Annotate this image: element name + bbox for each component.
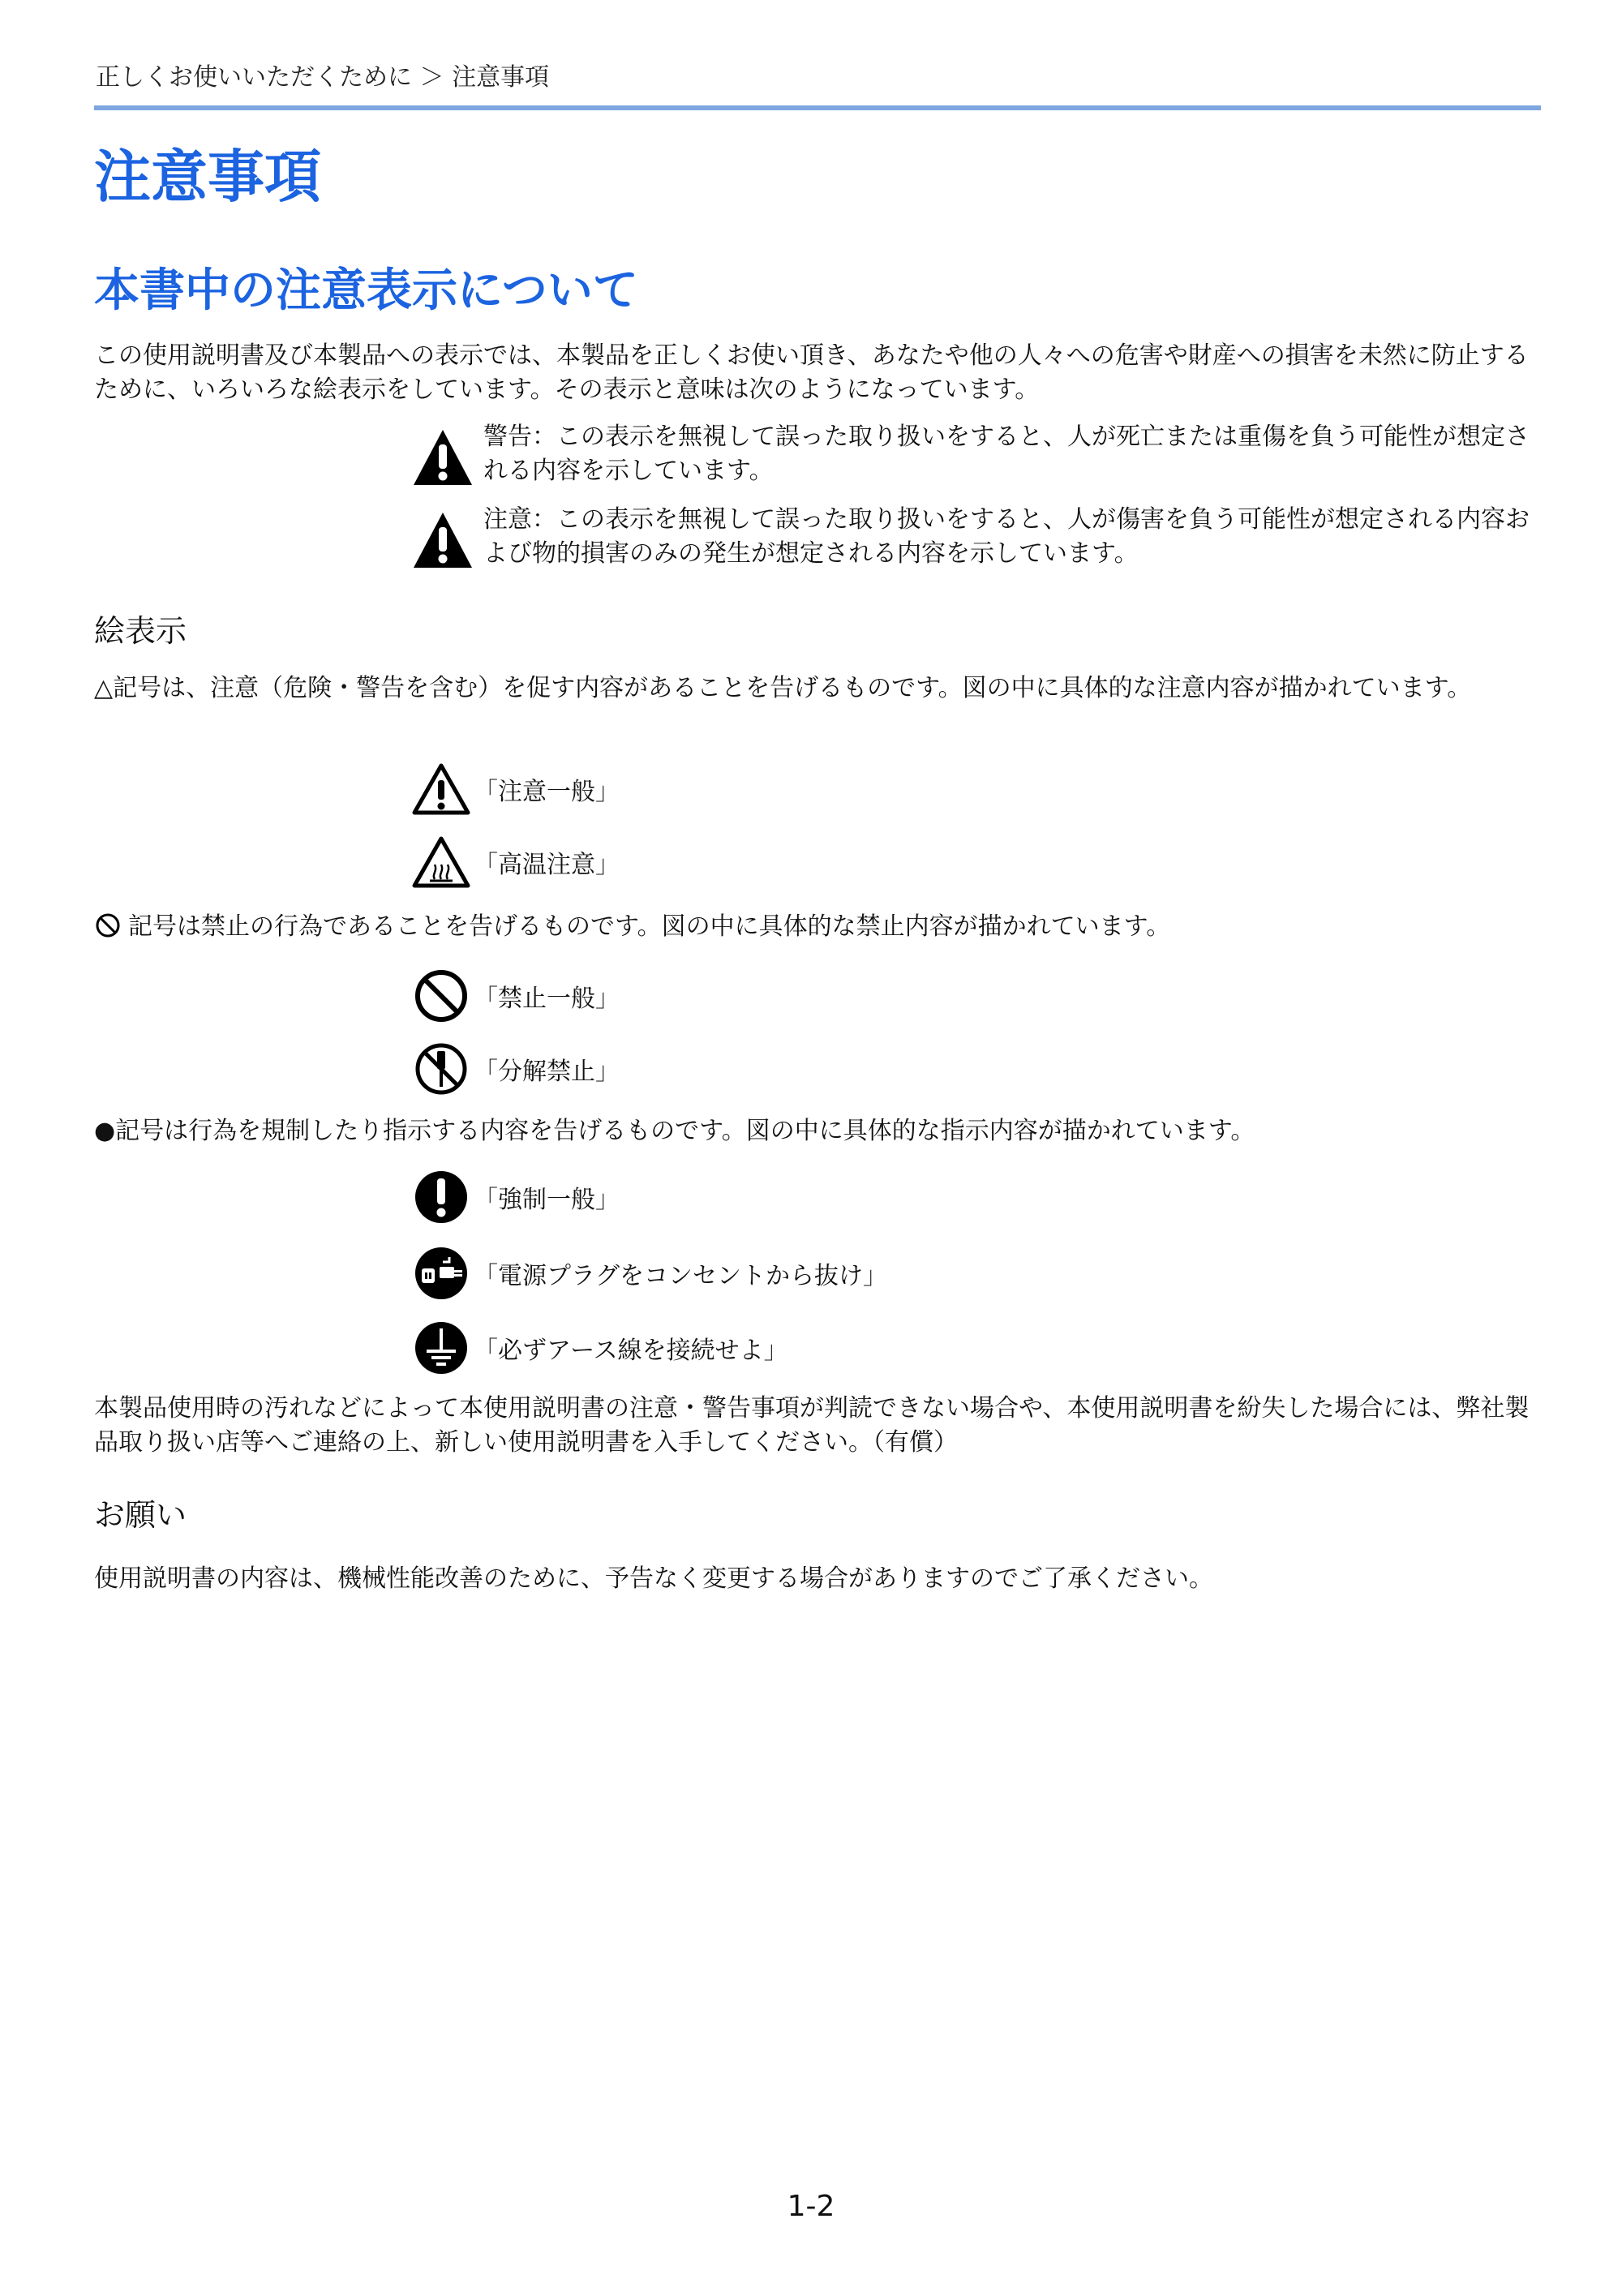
instruction-description: ●記号は行為を規制したり指示する内容を告げるものです。図の中に具体的な指示内容が描かれています。 — [94, 1117, 1255, 1145]
prohibit-general-row — [412, 967, 620, 1025]
prohibit-general-label: 「禁止一般」 — [474, 985, 620, 1013]
unplug-row — [412, 1244, 887, 1302]
no-disassembly-row — [412, 1040, 620, 1098]
page-number: 1-2 — [787, 2190, 835, 2223]
ground-label: 「必ずアース線を接続せよ」 — [474, 1337, 788, 1365]
mandatory-general-icon — [412, 1168, 470, 1226]
section-title: 本書中の注意表示について — [94, 264, 638, 317]
no-disassembly-icon — [412, 1040, 470, 1098]
lost-manual-paragraph: 本製品使用時の汚れなどによって本使用説明書の注意・警告事項が判読できない場合や、本使用説明書を紛失した場合には、弊社製品取り扱い店等へご連絡の上、新しい使用説明書を入手してください。（有償） — [94, 1394, 1530, 1457]
request-heading: お願い — [94, 1497, 187, 1533]
high-temperature-icon — [412, 835, 470, 889]
prohibit-small-icon — [94, 912, 122, 939]
high-temp-label: 「高温注意」 — [474, 851, 620, 879]
caution-general-icon — [412, 762, 470, 816]
prohibit-description-row — [94, 910, 1541, 944]
header-rule — [94, 105, 1541, 110]
caution-general-row — [412, 762, 620, 816]
prohibit-description: 記号は禁止の行為であることを告げるものです。図の中に具体的な禁止内容が描かれています。 — [128, 912, 1171, 941]
caution-text: 注意：この表示を無視して誤った取り扱いをすると、人が傷害を負う可能性が想定される内容および物的損害のみの発生が想定される内容を示しています。 — [483, 505, 1530, 568]
no-disassembly-label: 「分解禁止」 — [474, 1058, 620, 1086]
triangle-description: △記号は、注意（危険・警告を含む）を促す内容があることを告げるものです。図の中に具体的な注意内容が描かれています。 — [94, 674, 1472, 702]
ground-icon — [412, 1319, 470, 1377]
pictogram-heading: 絵表示 — [94, 613, 187, 649]
request-text: 使用説明書の内容は、機械性能改善のために、予告なく変更する場合がありますのでご了承ください。 — [94, 1564, 1213, 1593]
caution-icon — [412, 511, 474, 569]
ground-row — [412, 1319, 788, 1377]
caution-general-label: 「注意一般」 — [474, 778, 620, 806]
unplug-icon — [412, 1244, 470, 1302]
warning-row — [412, 420, 1539, 488]
intro-paragraph: この使用説明書及び本製品への表示では、本製品を正しくお使い頂き、あなたや他の人々への危害や財産への損害を未然に防止するために、いろいろな絵表示をしています。その表示と意味は次のようになっています。 — [94, 341, 1529, 404]
high-temp-row — [412, 835, 620, 889]
breadcrumb: 正しくお使いいただくために ＞ 注意事項 — [96, 63, 550, 92]
mandatory-general-label: 「強制一般」 — [474, 1186, 620, 1214]
warning-text: 警告：この表示を無視して誤った取り扱いをすると、人が死亡または重傷を負う可能性が想定される内容を示しています。 — [483, 423, 1530, 485]
warning-icon — [412, 428, 474, 487]
caution-row — [412, 503, 1539, 571]
page-title: 注意事項 — [94, 144, 321, 210]
mandatory-general-row — [412, 1168, 620, 1226]
unplug-label: 「電源プラグをコンセントから抜け」 — [474, 1262, 887, 1290]
prohibit-general-icon — [412, 967, 470, 1025]
